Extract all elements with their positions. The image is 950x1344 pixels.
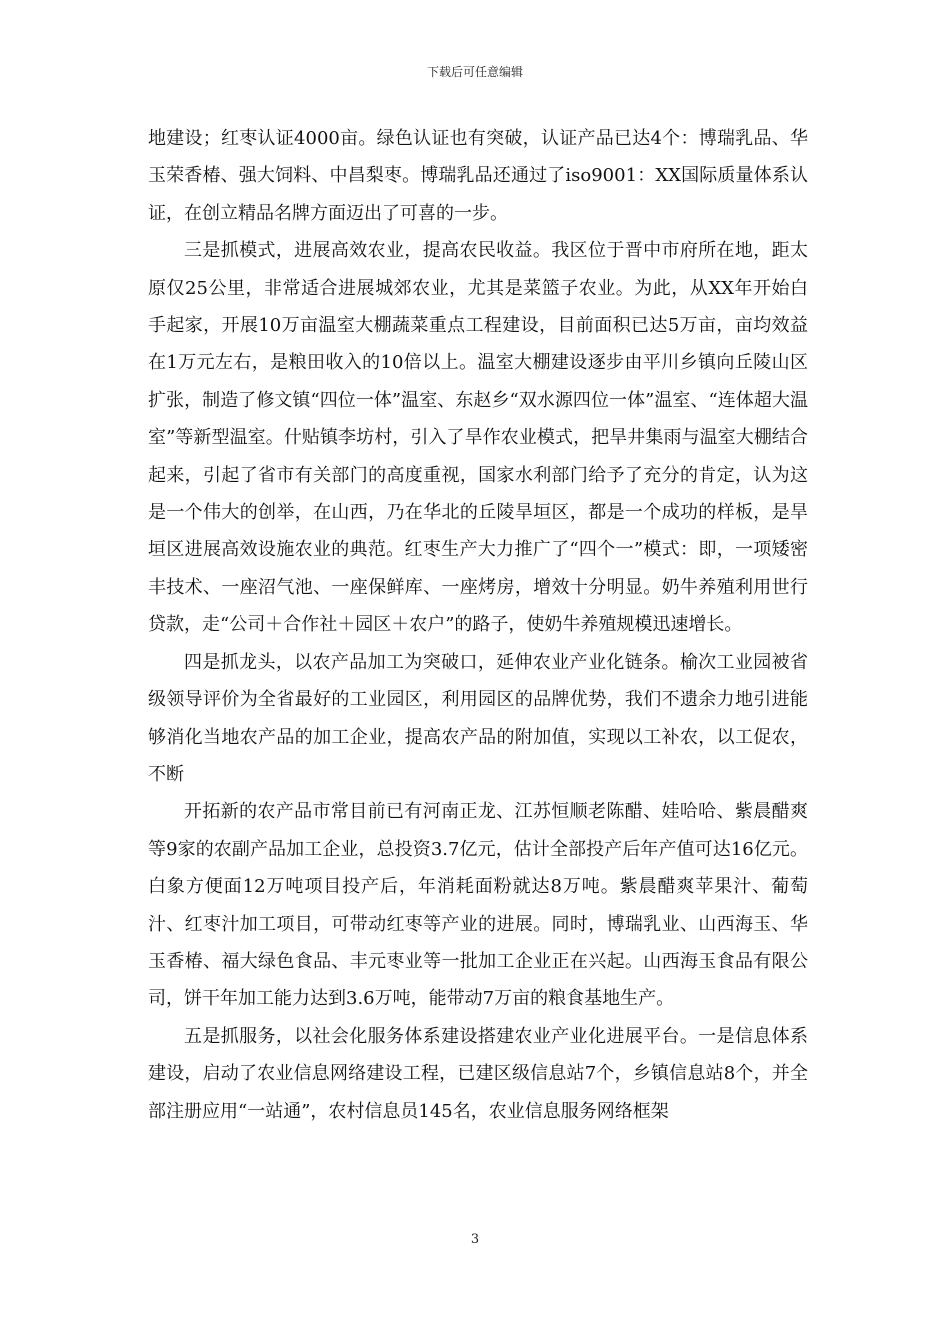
- paragraph-5: 五是抓服务，以社会化服务体系建设搭建农业产业化进展平台。一是信息体系建设，启动了农业信息网络建设工程，已建区级信息站7个，乡镇信息站8个，并全部注册应用“一站通”，农村信息员145名，农业信息服务网络框架: [148, 1025, 808, 1122]
- paragraph-1: 地建设；红枣认证4000亩。绿色认证也有突破，认证产品已达4个：博瑞乳品、华玉荣香椿、强大饲料、中昌梨枣。博瑞乳品还通过了iso9001：XX国际质量体系认证，在创立精品名牌方面迈出了可喜的一步。: [148, 128, 808, 224]
- paragraph-4: 开拓新的农产品市常目前已有河南正龙、江苏恒顺老陈醋、娃哈哈、紫晨醋爽等9家的农副产品加工企业，总投资3.7亿元，估计全部投产后年产值可达16亿元。白象方便面12万吨项目投产后，年消耗面粉就达8万吨。紫晨醋爽苹果汁、葡萄汁、红枣汁加工项目，可带动红枣等产业的进展。同时，博瑞乳业、山西海玉、华玉香椿、福大绿色食品、丰元枣业等一批加工企业正在兴起。山西海玉食品有限公司，饼干年加工能力达到3.6万吨，能带动7万亩的粮食基地生产。: [148, 801, 808, 1010]
- document-body: [148, 120, 808, 1130]
- paragraph-2: 三是抓模式，进展高效农业，提高农民收益。我区位于晋中市府所在地，距太原仅25公里，非常适合进展城郊农业，尤其是菜篮子农业。为此，从XX年开始白手起家，开展10万亩温室大棚蔬菜重点工程建设，目前面积已达5万亩，亩均效益在1万元左右，是粮田收入的10倍以上。温室大棚建设逐步由平川乡镇向丘陵山区扩张，制造了修文镇“四位一体”温室、东赵乡“双水源四位一体”温室、“连体超大温室”等新型温室。什贴镇李坊村，引入了旱作农业模式，把旱井集雨与温室大棚结合起来，引起了省市有关部门的高度重视，国家水利部门给予了充分的肯定，认为这是一个伟大的创举，在山西，乃在华北的丘陵旱垣区，都是一个成功的样板，是旱垣区进展高效设施农业的典范。红枣生产大力推广了“四个一”模式：即，一项矮密丰技术、一座沼气池、一座保鲜库、一座烤房，增效十分明显。奶牛养殖利用世行贷款，走“公司＋合作社＋园区＋农户”的路子，使奶牛养殖规模迅速增长。: [148, 240, 808, 636]
- paragraph-3: 四是抓龙头，以农产品加工为突破口，延伸农业产业化链条。榆次工业园被省级领导评价为全省最好的工业园区，利用园区的品牌优势，我们不遗余力地引进能够消化当地农产品的加工企业，提高农产品的附加值，实现以工补农，以工促农，不断: [148, 651, 808, 785]
- page-header-note: 下载后可任意编辑: [426, 65, 523, 79]
- page-number: 3: [470, 1232, 480, 1247]
